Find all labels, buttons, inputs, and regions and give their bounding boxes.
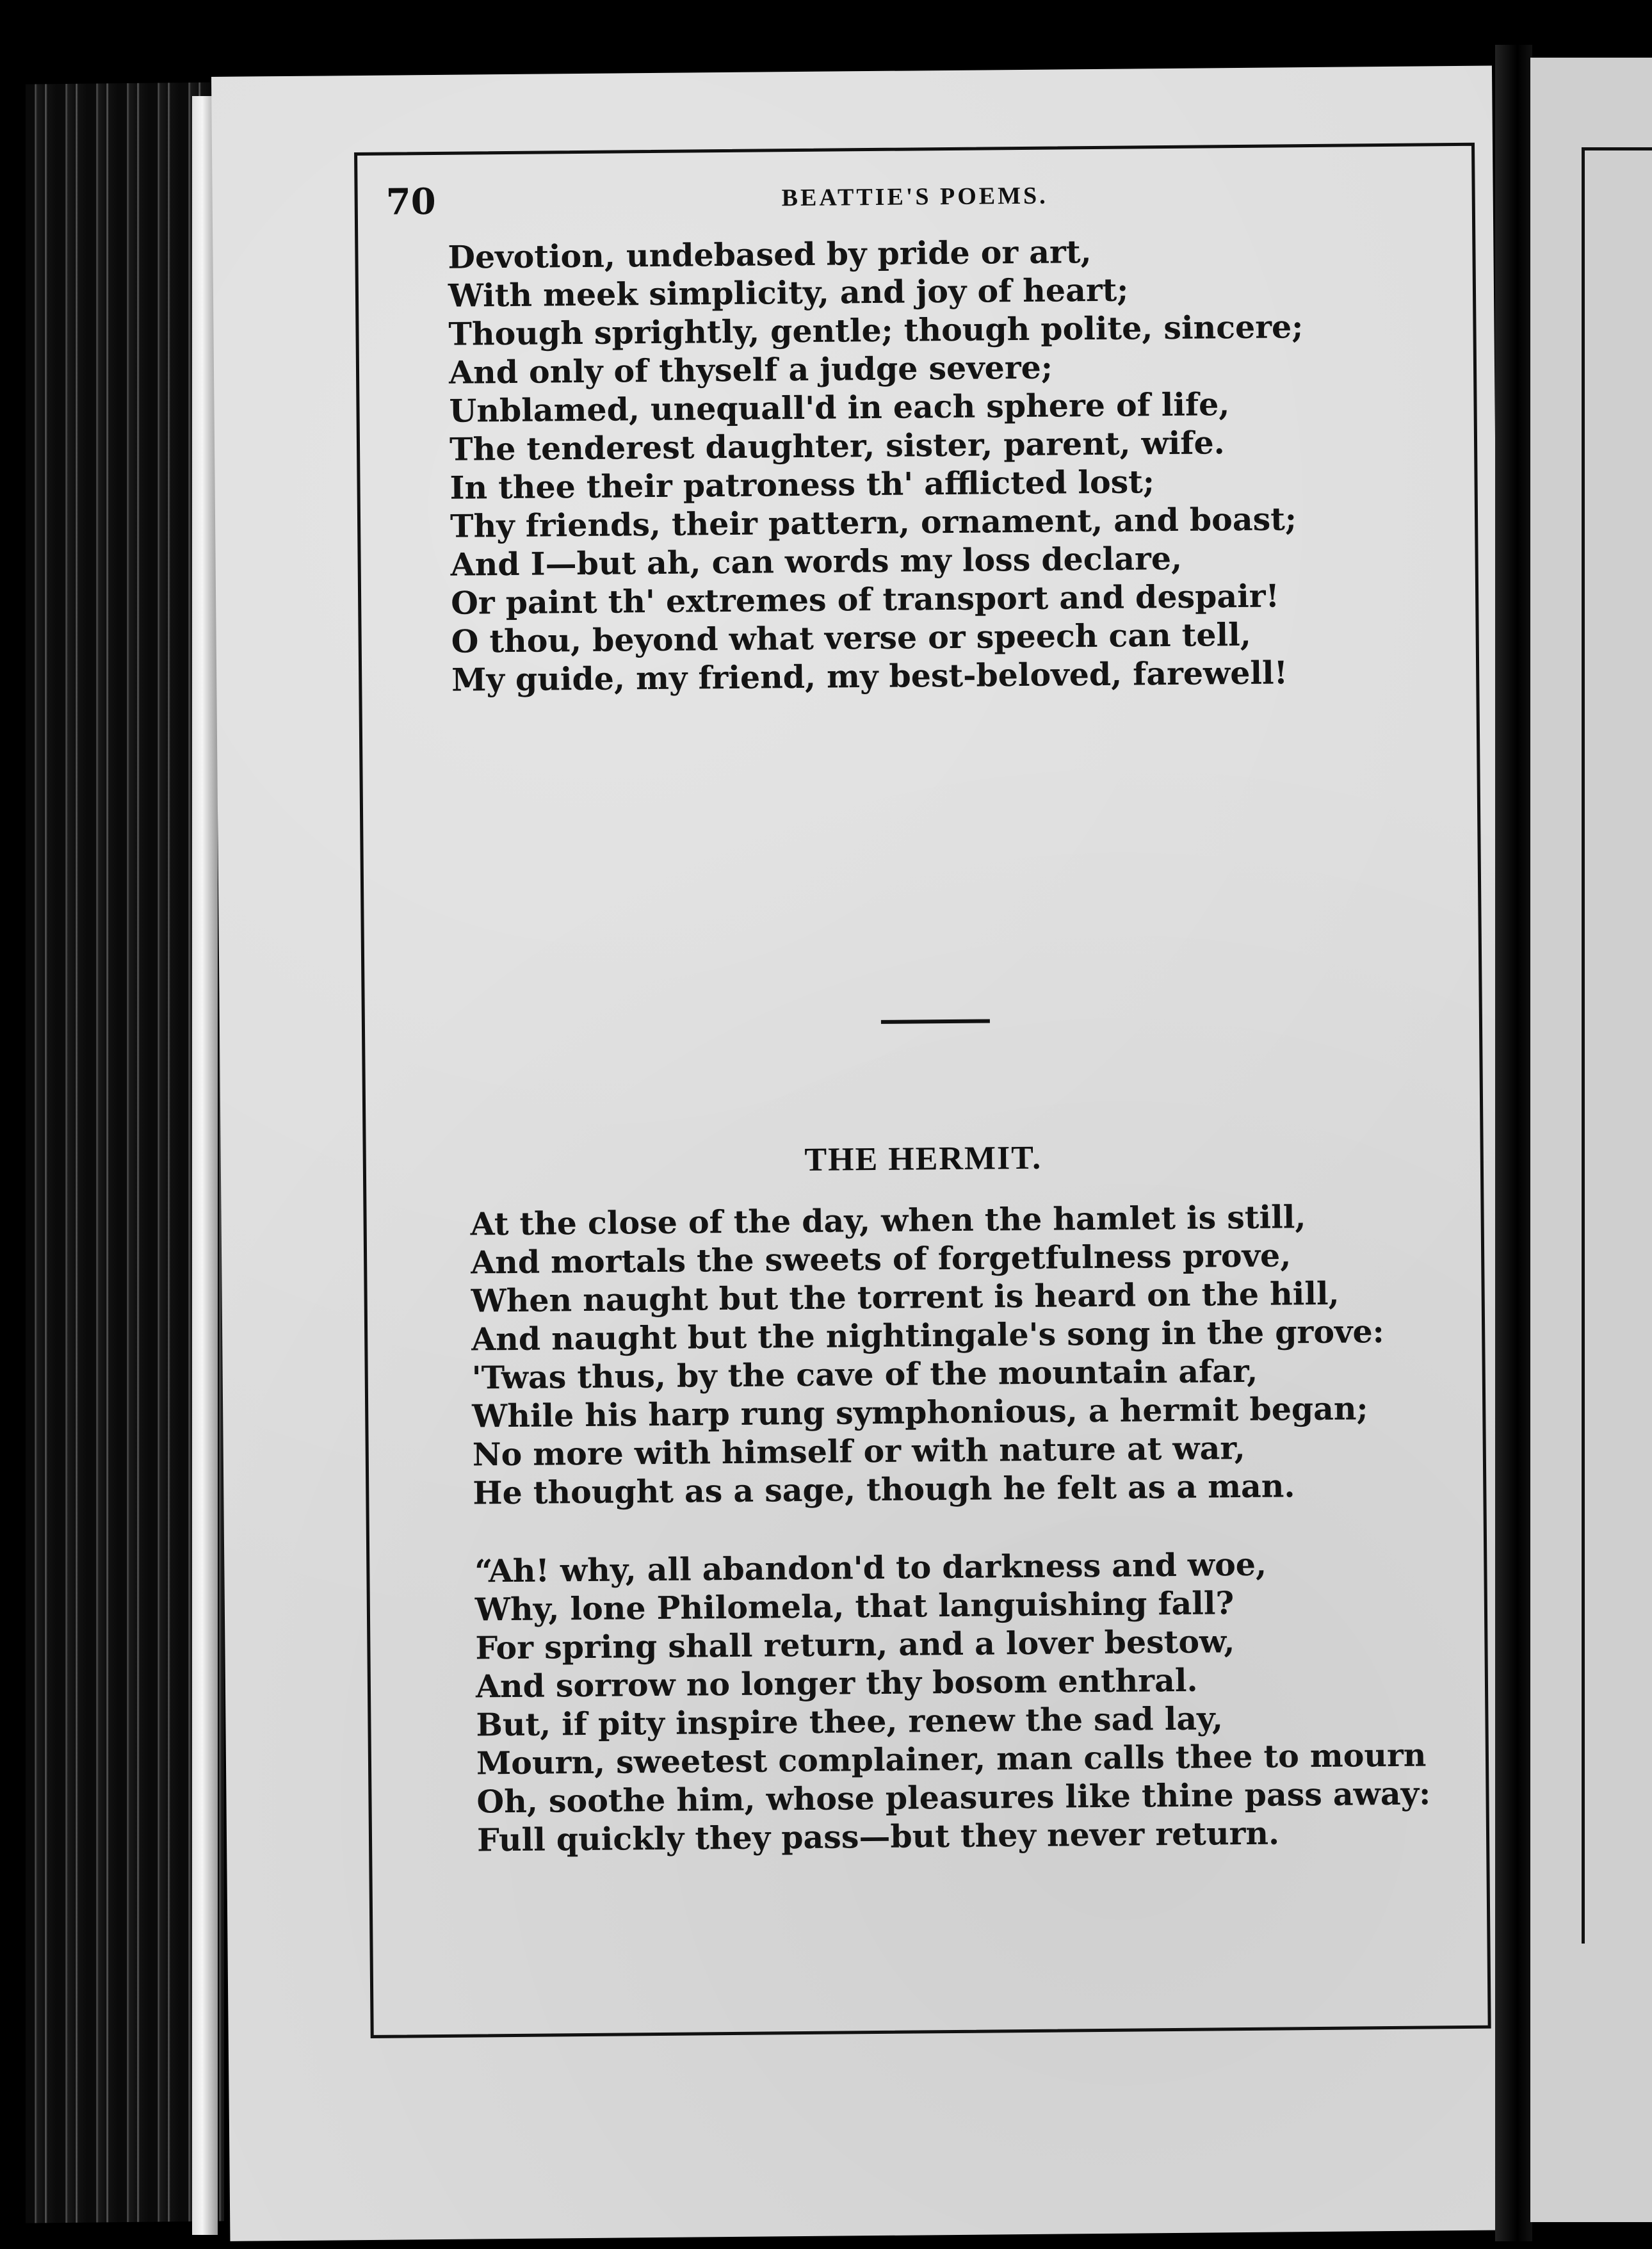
verse-line: He thought as a sage, though he felt as a man. (473, 1467, 1295, 1512)
poem-stanza-elegy (448, 231, 1306, 699)
verse-line: At the close of the day, when the hamlet is still, (470, 1198, 1306, 1243)
book-gutter (1495, 45, 1532, 2241)
verse-line: Though sprightly, gentle; though polite, sincere; (448, 308, 1304, 353)
verse-line: Thy friends, their pattern, ornament, and boast; (449, 500, 1297, 545)
verse-line: In thee their patroness th' afflicted lost; (449, 463, 1155, 507)
verse-line: And only of thyself a judge severe; (448, 348, 1053, 391)
poem-title: THE HERMIT. (804, 1139, 1042, 1178)
verse-line: But, if pity inspire thee, renew the sad lay, (476, 1700, 1224, 1744)
verse-line: With meek simplicity, and joy of heart; (448, 271, 1129, 314)
verse-line: 'Twas thus, by the cave of the mountain afar, (471, 1352, 1258, 1397)
verse-line: Oh, soothe him, whose pleasures like thine pass away: (476, 1774, 1431, 1821)
verse-line: And mortals the sweets of forgetfulness prove, (470, 1237, 1292, 1281)
verse-line: The tenderest daughter, sister, parent, wife. (449, 424, 1225, 468)
verse-line: Devotion, undebased by pride or art, (448, 233, 1092, 276)
verse-line: My guide, my friend, my best-beloved, farewell! (451, 654, 1288, 699)
section-divider-rule (881, 1019, 990, 1023)
facing-page-border (1582, 147, 1652, 1944)
verse-line: Or paint th' extremes of transport and despair! (450, 577, 1280, 622)
verse-line: And sorrow no longer thy bosom enthral. (475, 1661, 1198, 1705)
verse-line: And naught but the nightingale's song in the grove: (471, 1313, 1384, 1358)
verse-line: O thou, beyond what verse or speech can tell, (451, 615, 1252, 660)
verse-line: Why, lone Philomela, that languishing fall? (474, 1584, 1235, 1628)
book-page (211, 66, 1510, 2241)
verse-line: While his harp rung symphonious, a hermit began; (472, 1390, 1368, 1435)
verse-line: No more with himself or with nature at war, (472, 1429, 1245, 1474)
verse-line: Mourn, sweetest complainer, man calls thee to mourn (476, 1736, 1427, 1782)
facing-page-edge (1530, 58, 1652, 2222)
page-number: 70 (385, 180, 436, 223)
verse-line: And I—but ah, can words my loss declare, (450, 539, 1183, 583)
verse-line: Full quickly they pass—but they never return. (476, 1814, 1280, 1859)
verse-line: When naught but the torrent is heard on the hill, (471, 1274, 1340, 1320)
poem-stanza-1 (470, 1197, 1386, 1512)
verse-line: Unblamed, unequall'd in each sphere of life, (449, 386, 1230, 430)
verse-line: “Ah! why, all abandon'd to darkness and woe, (474, 1545, 1267, 1590)
running-head (357, 165, 1472, 226)
page-border-frame (354, 143, 1491, 2038)
poem-stanza-2 (474, 1544, 1431, 1860)
running-head-title: BEATTIE'S POEMS. (781, 182, 1048, 212)
verse-line: For spring shall return, and a lover bestow, (475, 1623, 1235, 1667)
